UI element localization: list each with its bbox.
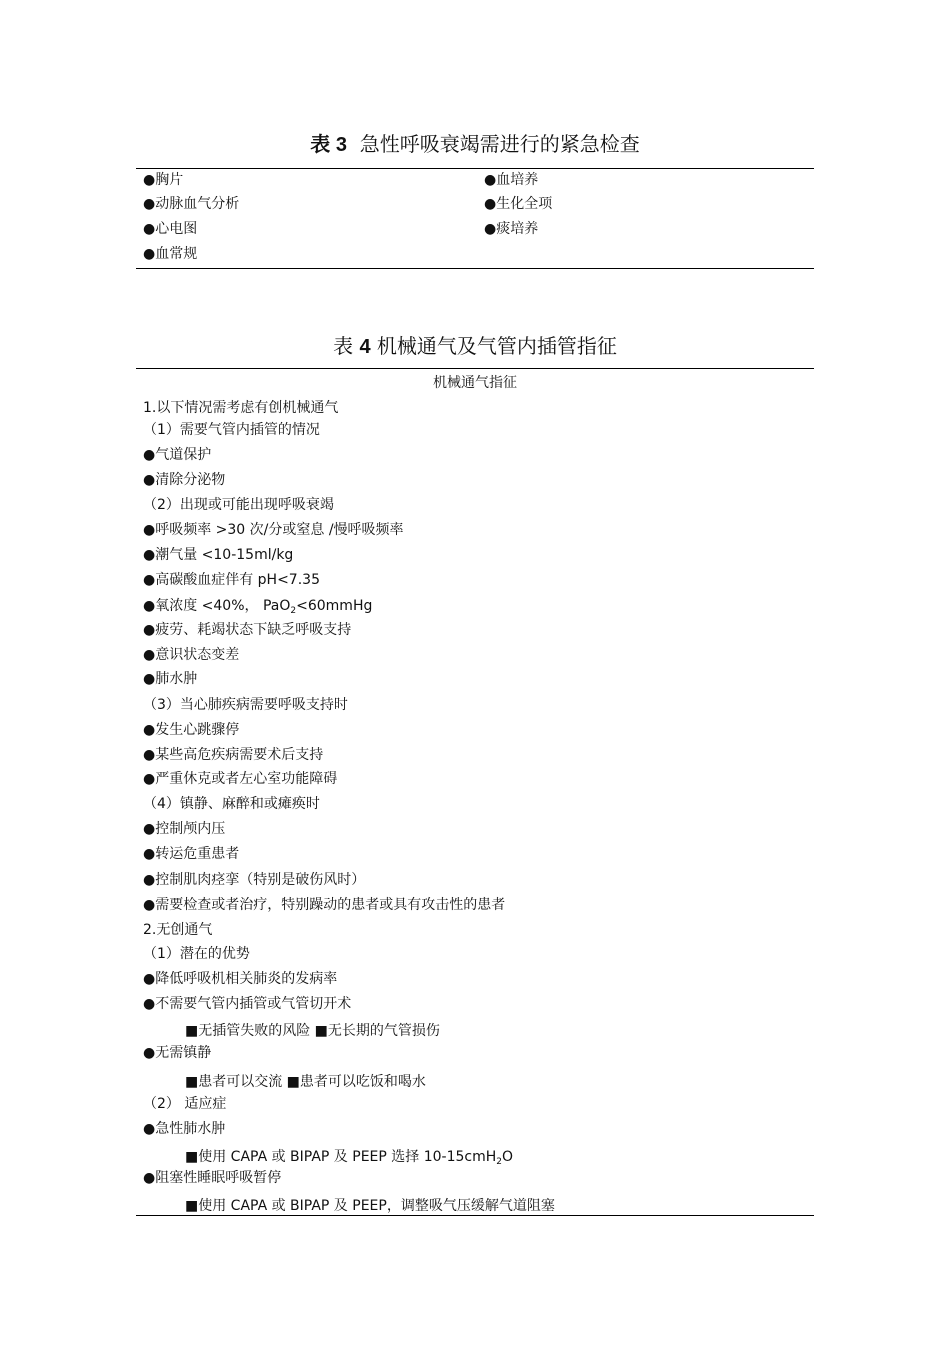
table4-bottom-rule <box>136 1215 814 1216</box>
pao2-text: ●氧浓度 <40%， PaO <box>143 598 291 614</box>
table4-title-text: 机械通气及气管内插管指征 <box>376 334 617 358</box>
table3-title-number: 表 3 <box>310 134 347 156</box>
table4-line: 1.以下情况需考虑有创机械通气 <box>143 400 339 416</box>
table4-top-rule <box>136 368 814 369</box>
table4-line: （1）潜在的优势 <box>143 946 250 962</box>
table4-title <box>0 330 950 359</box>
table4-line-pao2 <box>143 596 372 621</box>
table3-item-biochem: ●生化全项 <box>484 196 553 212</box>
table4-line: ●控制肌肉痉挛（特别是破伤风时） <box>143 872 366 888</box>
table4-header: 机械通气指征 <box>433 375 517 391</box>
table3-title-text: 急性呼吸衰竭需进行的紧急检查 <box>359 132 640 156</box>
table4-line: ●阻塞性睡眠呼吸暂停 <box>143 1170 282 1186</box>
table4-line: ●急性肺水肿 <box>143 1121 226 1137</box>
table4-line: ●肺水肿 <box>143 671 198 687</box>
table4-line: （3）当心肺疾病需要呼吸支持时 <box>143 697 348 713</box>
table4-line: ●意识状态变差 <box>143 647 240 663</box>
table4-line: （2）出现或可能出现呼吸衰竭 <box>143 497 334 513</box>
table3-item-blood-culture: ●血培养 <box>484 172 539 188</box>
table4-line: ●严重休克或者左心室功能障碍 <box>143 771 338 787</box>
table4-line: （2） 适应症 <box>143 1096 227 1112</box>
table4-line: （1）需要气管内插管的情况 <box>143 422 320 438</box>
table4-line: ●呼吸频率 >30 次/分或窒息 /慢呼吸频率 <box>143 522 404 538</box>
table3-title <box>0 128 950 157</box>
pao2-subscript: 2 <box>290 606 297 616</box>
table4-line: ●某些高危疾病需要术后支持 <box>143 747 324 763</box>
pao2-value: <60mmHg <box>296 598 373 614</box>
table4-subline: ■患者可以交流 ■患者可以吃饭和喝水 <box>185 1074 426 1090</box>
table4-line: ●气道保护 <box>143 447 212 463</box>
table3-item-sputum-culture: ●痰培养 <box>484 221 539 237</box>
table3-bottom-rule <box>136 268 814 269</box>
table4-line: ●疲劳、耗竭状态下缺乏呼吸支持 <box>143 622 352 638</box>
table4-title-number: 4 <box>359 336 371 358</box>
table3-item-blood-gas: ●动脉血气分析 <box>143 196 240 212</box>
cmh2o-tail: O <box>502 1149 514 1165</box>
table4-title-prefix: 表 <box>333 334 354 358</box>
table4-line: ●发生心跳骤停 <box>143 722 240 738</box>
table4-line: ●高碳酸血症伴有 pH<7.35 <box>143 572 320 588</box>
cmh2o-subscript: 2 <box>496 1157 503 1167</box>
table4-subline: ■使用 CAPA 或 BIPAP 及 PEEP，调整吸气压缓解气道阻塞 <box>185 1198 555 1214</box>
table4-line: （4）镇静、麻醉和或瘫痪时 <box>143 796 320 812</box>
table3-item-chest-xray: ●胸片 <box>143 172 184 188</box>
table4-line: ●降低呼吸机相关肺炎的发病率 <box>143 971 338 987</box>
table3-top-rule <box>136 168 814 169</box>
table4-line: 2.无创通气 <box>143 922 213 938</box>
table4-line: ●不需要气管内插管或气管切开术 <box>143 996 352 1012</box>
table4-line: ●转运危重患者 <box>143 846 240 862</box>
cmh2o-text: ■使用 CAPA 或 BIPAP 及 PEEP 选择 10-15cmH <box>185 1149 497 1165</box>
table3-item-ecg: ●心电图 <box>143 221 198 237</box>
table4-line: ●需要检查或者治疗，特别躁动的患者或具有攻击性的患者 <box>143 897 506 913</box>
table4-line: ●无需镇静 <box>143 1045 212 1061</box>
table3-item-blood-routine: ●血常规 <box>143 246 198 262</box>
table4-line: ●清除分泌物 <box>143 472 226 488</box>
table4-line: ●控制颅内压 <box>143 821 226 837</box>
table4-line: ●潮气量 <10-15ml/kg <box>143 547 294 563</box>
table4-subline: ■无插管失败的风险 ■无长期的气管损伤 <box>185 1023 440 1039</box>
